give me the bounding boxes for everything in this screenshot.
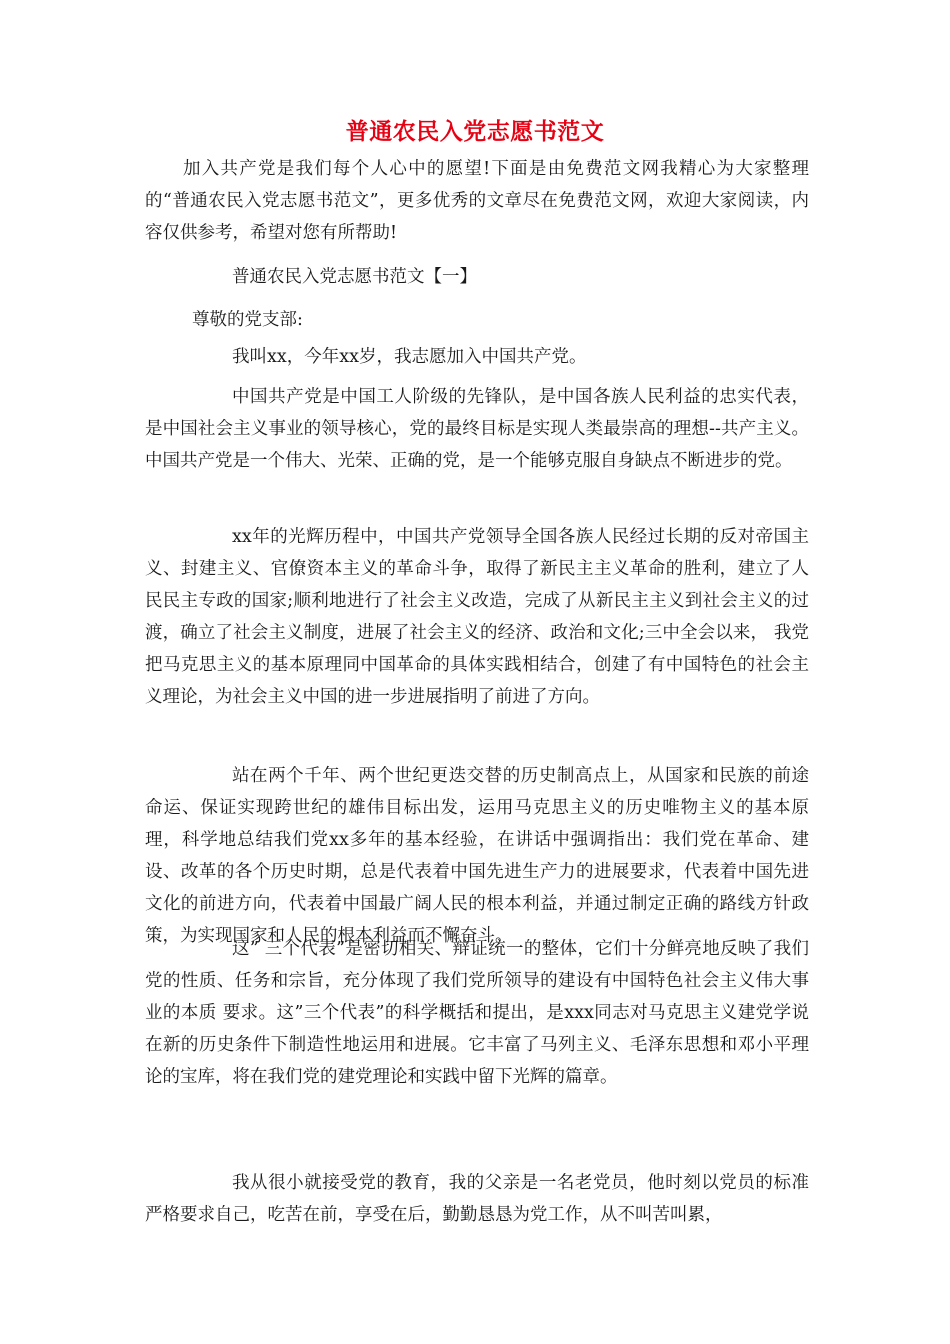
body-paragraph-6: 我从很小就接受党的教育，我的父亲是一名老党员，他时刻以党员的标准严格要求自己，吃苦在前，享受在后，勤勤恳恳为党工作，从不叫苦叫累， [145, 1173, 809, 1225]
body-paragraph-1: 我叫xx，今年xx岁，我志愿加入中国共产党。 [232, 347, 587, 367]
body-paragraph-2: 中国共产党是中国工人阶级的先锋队，是中国各族人民利益的忠实代表，是中国社会主义事业的领导核心，党的最终目标是实现人类最崇高的理想--共产主义。中国共产党是一个伟大、光荣、正确的党，是一个能够克服自身缺点不断进步的党。 [145, 387, 809, 471]
body-paragraph-4: 站在两个千年、两个世纪更迭交替的历史制高点上，从国家和民族的前途命运、保证实现跨世纪的雄伟目标出发，运用马克思主义的历史唯物主义的基本原理，科学地总结我们党xx多年的基本经验，在讲话中强调指出：我们党在革命、建设、改革的各个历史时期，总是代表着中国先进生产力的进展要求，代表着中国先进文化的前进方向，代表着中国最广阔人民的根本利益，并通过制定正确的路线方针政策，为实现国家和人民的根本利益而不懈奋斗。 [145, 766, 809, 946]
salutation: 尊敬的党支部: [192, 310, 303, 330]
body-paragraph-3: xx年的光辉历程中，中国共产党领导全国各族人民经过长期的反对帝国主义、封建主义、官僚资本主义的革命斗争，取得了新民主主义革命的胜利，建立了人民民主专政的国家;顺利地进行了社会主义改造，完成了从新民主主义到社会主义的过渡，确立了社会主义制度，进展了社会主义的经济、政治和文化;三中全会以来， 我党把马克思主义的基本原理同中国革命的具体实践相结合，创建了有中国特色的社会主义理论，为社会主义中国的进一步进展指明了前进了方向。 [145, 527, 809, 707]
section-subheading: 普通农民入党志愿书范文【一】 [232, 267, 477, 287]
intro-paragraph: 加入共产党是我们每个人心中的愿望!下面是由免费范文网我精心为大家整理的“普通农民入党志愿书范文”，更多优秀的文章尽在免费范文网，欢迎大家阅读，内容仅供参考，希望对您有所帮助! [145, 159, 809, 243]
body-paragraph-5: 这” 三个代表”是密切相关、辩证统一的整体，它们十分鲜亮地反映了我们党的性质、任务和宗旨，充分体现了我们党所领导的建设有中国特色社会主义伟大事业的本质 要求。这”三个代表”的科学概括和提出，是xxx同志对马克思主义建党学说在新的历史条件下制造性地运用和进展。它丰富了马列主义、毛泽东思想和邓小平理 论的宝库，将在我们党的建党理论和实践中留下光辉的篇章。 [145, 939, 809, 1087]
document-title: 普通农民入党志愿书范文 [345, 119, 605, 145]
